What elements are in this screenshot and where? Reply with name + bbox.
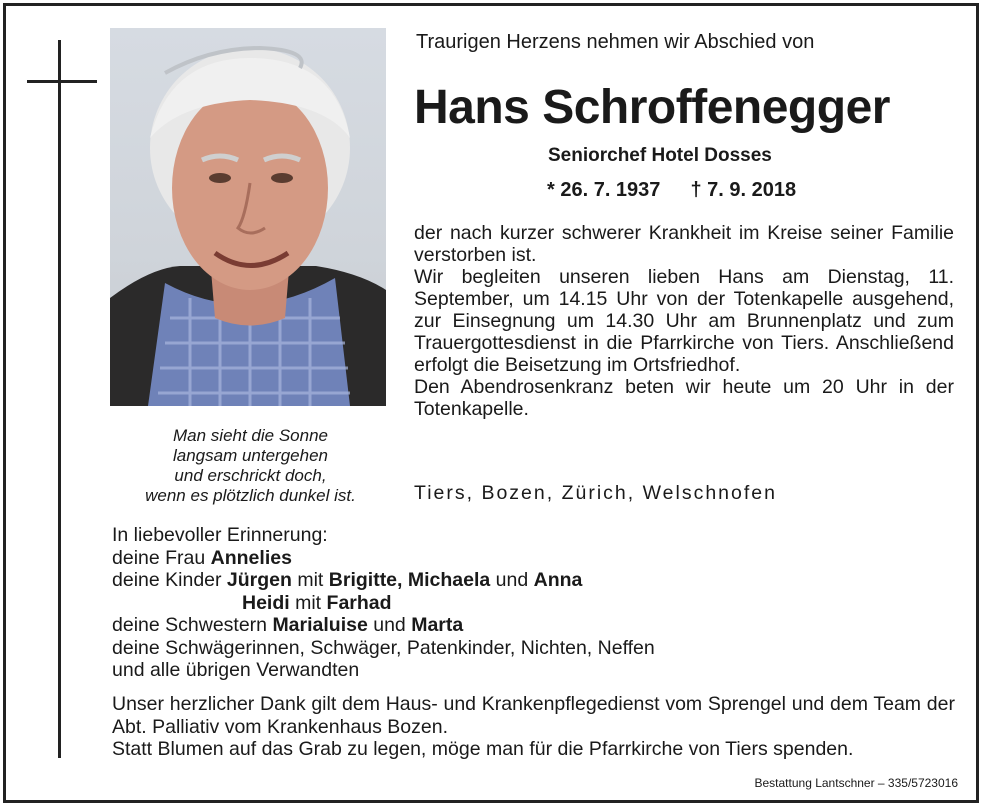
cross-icon-bar (27, 80, 97, 83)
connector: und (367, 614, 412, 636)
relation: deine Frau (112, 546, 211, 569)
family-list (112, 524, 655, 682)
life-dates (547, 179, 796, 202)
quote-line: Man sieht die Sonne (173, 426, 328, 445)
memorial-quote (108, 426, 393, 506)
family-line (112, 547, 655, 570)
thanks-text (112, 693, 955, 761)
relative-name: Brigitte, Michaela (328, 569, 491, 591)
family-line: und alle übrigen Verwandten (112, 659, 360, 681)
relation: deine Schwestern (112, 614, 273, 636)
family-line (112, 569, 655, 592)
relative-name: Marialuise (272, 614, 368, 636)
portrait-photo (110, 28, 386, 406)
deceased-name: Hans Schroffenegger (414, 81, 890, 134)
connector: mit (289, 591, 327, 614)
connector: mit (291, 569, 329, 591)
connector: und (490, 569, 534, 591)
paragraph: Den Abendrosenkranz beten wir heute um 20 Uhr in der Totenkapelle. (414, 376, 954, 420)
quote-line: und erschrickt doch, (174, 466, 327, 485)
cross-icon (58, 40, 61, 758)
quote-line: langsam untergehen (172, 446, 328, 465)
paragraph: der nach kurzer schwerer Krankheit im Kreise seiner Familie verstorben ist. (414, 222, 954, 266)
funeral-home-contact: Bestattung Lantschner – 335/5723016 (754, 776, 958, 790)
family-line (112, 592, 655, 615)
intro-line: Traurigen Herzens nehmen wir Abschied von (416, 31, 815, 53)
relation: deine Kinder (112, 569, 227, 591)
family-line (112, 614, 655, 637)
relative-name: Heidi (242, 591, 290, 614)
death-date: † 7. 9. 2018 (690, 179, 797, 201)
deceased-title: Seniorchef Hotel Dosses (548, 145, 772, 166)
birth-date: * 26. 7. 1937 (547, 179, 661, 201)
relative-name: Jürgen (226, 569, 292, 591)
paragraph: Wir begleiten unseren lieben Hans am Dienstag, 11. September, um 14.15 Uhr von der Totenkapelle ausgehend, zur Einsegnung um 14.30 Uhr am Brunnenplatz und zum Trauergottesdienst in die Pfarrkirche von Tiers. Anschließend erfolgt die Beisetzung im Ortsfriedhof. (414, 266, 954, 376)
family-heading: In liebevoller Erinnerung: (112, 524, 328, 546)
relative-name: Annelies (210, 546, 292, 569)
relative-name: Marta (411, 614, 464, 636)
family-line: deine Schwägerinnen, Schwäger, Patenkinder, Nichten, Neffen (112, 636, 655, 659)
relative-name: Anna (533, 569, 583, 591)
paragraph: Unser herzlicher Dank gilt dem Haus- und Krankenpflegedienst vom Sprengel und dem Team der Abt. Palliativ vom Krankenhaus Bozen. (112, 693, 955, 738)
quote-line: wenn es plötzlich dunkel ist. (145, 486, 356, 505)
relative-name: Farhad (326, 591, 392, 614)
places-line: Tiers, Bozen, Zürich, Welschnofen (414, 482, 777, 504)
paragraph: Statt Blumen auf das Grab zu legen, möge man für die Pfarrkirche von Tiers spenden. (112, 738, 854, 760)
announcement-text (414, 222, 954, 420)
